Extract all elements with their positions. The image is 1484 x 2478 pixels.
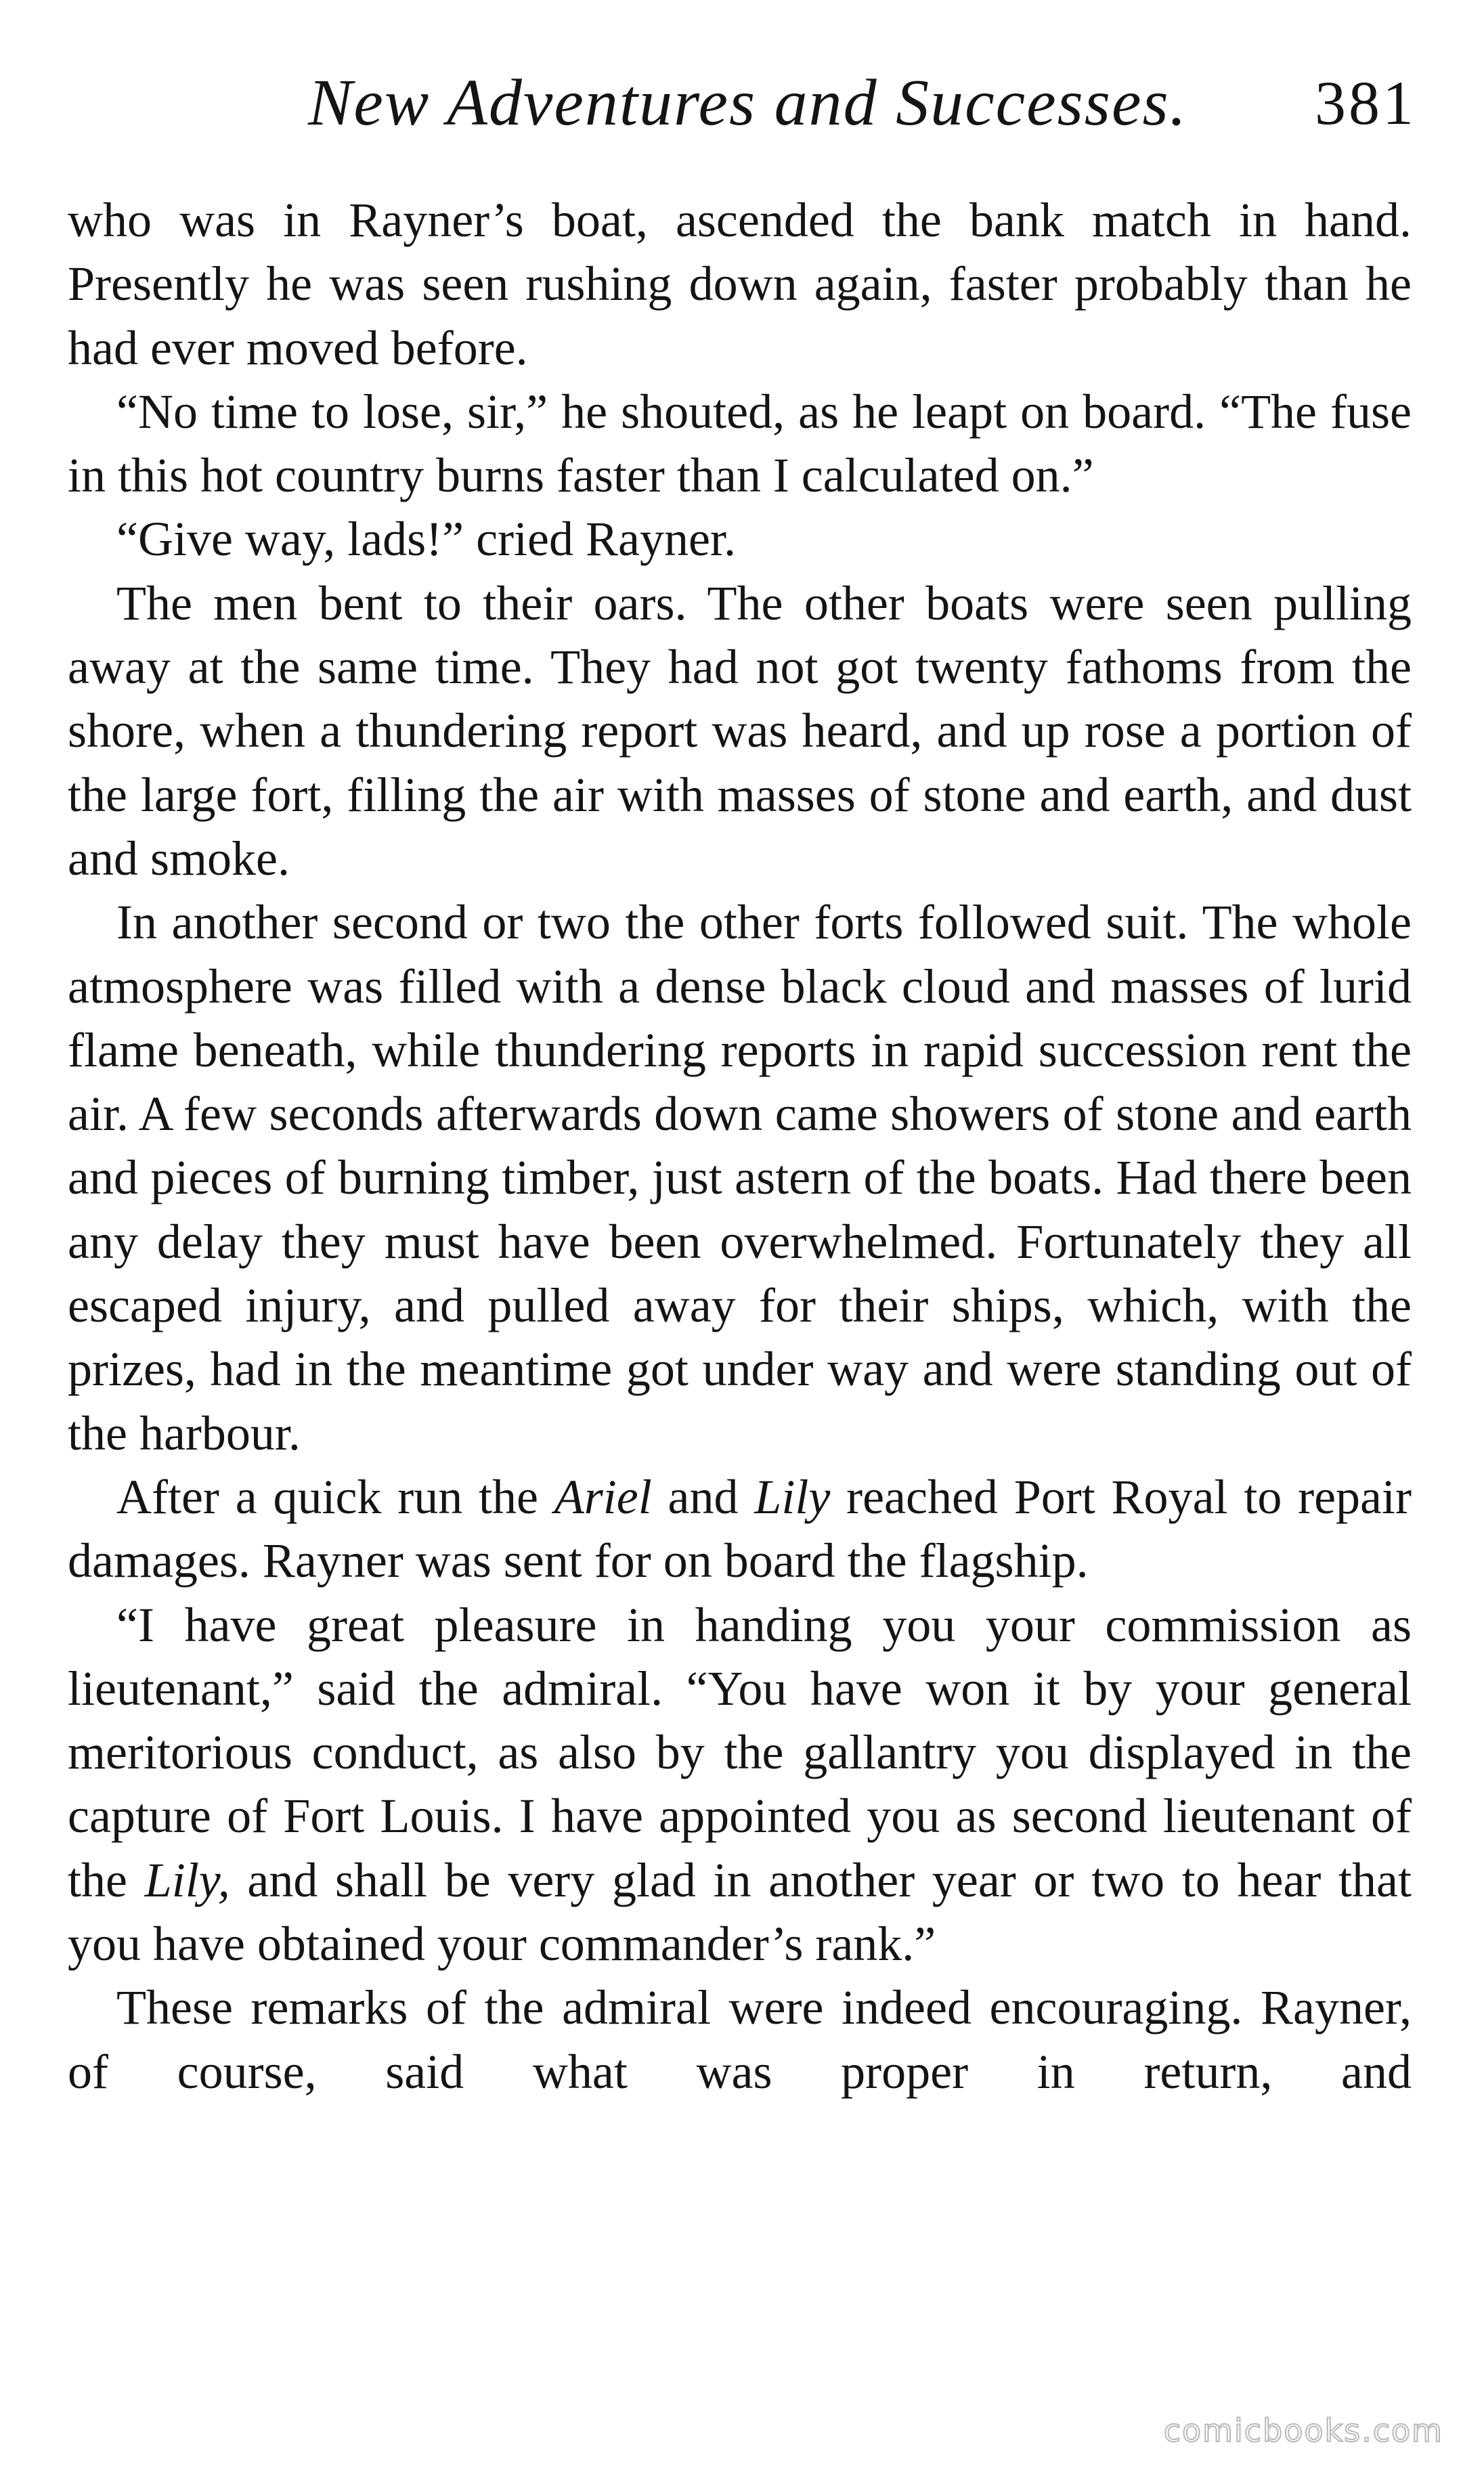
- paragraph-no-time-to-lose: “No time to lose, sir,” he shouted, as he leapt on board. “The fuse in this hot country burns faster than I calculated on.”: [68, 384, 1412, 503]
- watermark: comicbooks.com: [1163, 2412, 1443, 2449]
- ship-name-ariel: Ariel: [554, 1469, 652, 1524]
- paragraph-admiral-commission: [68, 1593, 1412, 1976]
- running-title: New Adventures and Successes.: [308, 66, 1188, 139]
- paragraph-give-way: “Give way, lads!” cried Rayner.: [116, 512, 736, 567]
- text-run: reached Port Royal to repair damages. Rayner was sent for on board the flagship.: [68, 1469, 1412, 1588]
- ship-name-lily: Lily,: [144, 1852, 230, 1907]
- paragraph-continuation: who was in Rayner’s boat, ascended the bank match in hand. Presently he was seen rushing down again, faster probably than he had ever moved before.: [68, 193, 1412, 375]
- text-run: and shall be very glad in another year or two to hear that you have obtained your commander’s rank.”: [68, 1852, 1412, 1972]
- paragraph-other-forts: In another second or two the other forts followed suit. The whole atmosphere was filled with a dense black cloud and masses of lurid flame beneath, while thundering reports in rapid succession rent the air. A few seconds afterwards down came showers of stone and earth and pieces of burning timber, just astern of the boats. Had there been any delay they must have been overwhelmed. Fortunately they all escaped injury, and pulled away for their ships, which, with the prizes, had in the meantime got under way and were standing out of the harbour.: [68, 895, 1412, 1460]
- ship-name-lily: Lily: [754, 1469, 831, 1524]
- text-run: “I have great pleasure in handing you your commission as lieutenant,” said the admiral. “You have won it by your general meritorious conduct, as also by the gallantry you displayed in the capture of Fort Louis. I have appointed you as second lieutenant of the: [68, 1597, 1412, 1907]
- paragraph-port-royal: [68, 1465, 1412, 1593]
- text-run: and: [651, 1469, 755, 1524]
- text-run: After a quick run the: [116, 1469, 554, 1524]
- body-text: [68, 188, 1412, 2104]
- paragraph-men-bent-to-oars: The men bent to their oars. The other boats were seen pulling away at the same time. They had not got twenty fathoms from the shore, when a thundering report was heard, and up rose a portion of the large fort, filling the air with masses of stone and earth, and dust and smoke.: [68, 575, 1412, 886]
- page-number: 381: [1315, 68, 1416, 137]
- paragraph-remarks-encouraging: These remarks of the admiral were indeed encouraging. Rayner, of course, said what was proper in return, and: [68, 1980, 1412, 2099]
- running-head: [68, 56, 1416, 150]
